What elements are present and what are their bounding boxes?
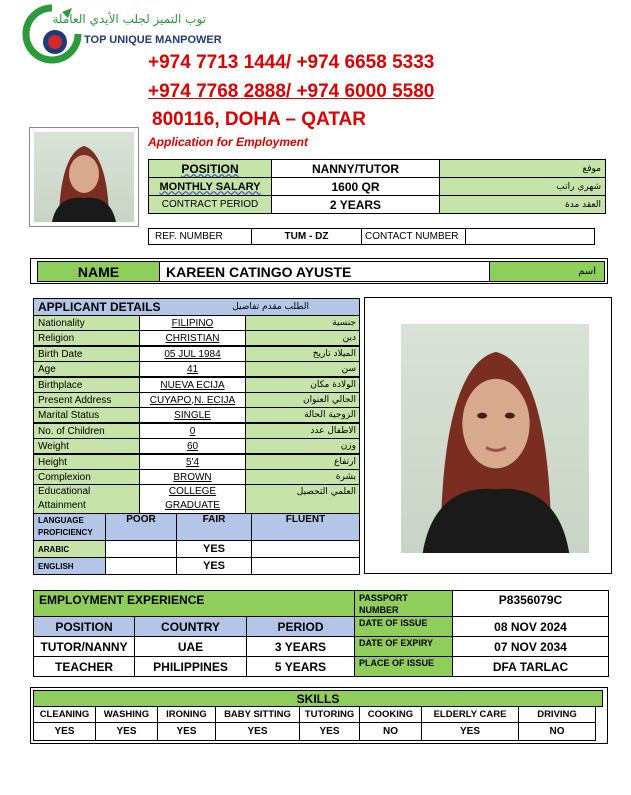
language-label: LANGUAGE PROFICIENCY bbox=[33, 513, 106, 541]
skill-name: TUTORING bbox=[299, 706, 360, 723]
detail-arabic: الاطفال عدد bbox=[245, 423, 360, 439]
language-arabic-poor bbox=[105, 540, 177, 558]
employment-column-header: PERIOD bbox=[246, 616, 355, 637]
skills-header: SKILLS bbox=[33, 690, 603, 707]
contract-arabic: العقد مدة bbox=[439, 195, 606, 214]
name-label: NAME bbox=[37, 261, 160, 282]
education-arabic: العلمي التحصيل bbox=[245, 484, 360, 514]
applicant-details-arabic: الطلب مقدم تفاصيل bbox=[232, 302, 309, 312]
detail-value: 41 bbox=[139, 361, 246, 377]
skill-name: ELDERLY CARE bbox=[421, 706, 519, 723]
applicant-details-header: APPLICANT DETAILS الطلب مقدم تفاصيل bbox=[33, 298, 360, 316]
education-value: COLLEGE GRADUATE bbox=[139, 484, 246, 514]
detail-arabic: الميلاد تاريخ bbox=[245, 346, 360, 362]
detail-label: Weight bbox=[33, 438, 140, 454]
detail-arabic: الحالي العنوان bbox=[245, 392, 360, 408]
detail-value: CHRISTIAN bbox=[139, 330, 246, 346]
logo-english-text: TOP UNIQUE MANPOWER bbox=[84, 34, 222, 46]
issue-date-label: DATE OF ISSUE bbox=[354, 616, 453, 637]
small-photo-frame bbox=[29, 127, 139, 227]
detail-value: FILIPINO bbox=[139, 315, 246, 331]
salary-label: MONTHLY SALARY bbox=[148, 177, 272, 196]
skill-value: YES bbox=[33, 722, 96, 741]
applicant-photo-large bbox=[401, 324, 589, 553]
contact-number-value bbox=[465, 228, 595, 245]
detail-value: 60 bbox=[139, 438, 246, 454]
skill-value: YES bbox=[157, 722, 216, 741]
detail-value: NUEVA ECIJA bbox=[139, 377, 246, 393]
language-header-fluent: FLUENT bbox=[251, 513, 360, 541]
detail-value: 0 bbox=[139, 423, 246, 439]
detail-arabic: الزوجية الحالة bbox=[245, 407, 360, 423]
position-arabic: موقع bbox=[439, 159, 606, 178]
language-arabic-fair: YES bbox=[176, 540, 252, 558]
ref-number-label: REF. NUMBER bbox=[148, 228, 252, 245]
skill-name: BABY SITTING bbox=[215, 706, 300, 723]
education-label: Educational Attainment bbox=[33, 484, 140, 514]
detail-value: 5'4 bbox=[139, 454, 246, 470]
detail-label: Birth Date bbox=[33, 346, 140, 362]
detail-value: BROWN bbox=[139, 469, 246, 485]
expiry-date-label: DATE OF EXPIRY bbox=[354, 636, 453, 657]
detail-arabic: دين bbox=[245, 330, 360, 346]
employment-cell-country: PHILIPPINES bbox=[134, 656, 247, 677]
language-arabic-fluent bbox=[251, 540, 360, 558]
contact-address: 800116, DOHA – QATAR bbox=[152, 109, 367, 130]
issue-date-value: 08 NOV 2024 bbox=[452, 616, 609, 637]
language-english-fluent bbox=[251, 557, 360, 575]
skill-value: YES bbox=[95, 722, 158, 741]
language-arabic-label: ARABIC bbox=[33, 540, 106, 558]
person-portrait-icon bbox=[34, 132, 134, 222]
skill-name: IRONING bbox=[157, 706, 216, 723]
employment-column-header: COUNTRY bbox=[134, 616, 247, 637]
person-portrait-large-icon bbox=[401, 324, 589, 553]
detail-label: No. of Children bbox=[33, 423, 140, 439]
skill-value: NO bbox=[359, 722, 422, 741]
skill-name: CLEANING bbox=[33, 706, 96, 723]
employment-cell-position: TEACHER bbox=[33, 656, 135, 677]
employment-header: EMPLOYMENT EXPERIENCE bbox=[33, 590, 355, 617]
position-label: POSITION bbox=[148, 159, 272, 178]
logo-arabic-text: توب التميز لجلب الأيدي العاملة bbox=[52, 12, 206, 26]
detail-arabic: الولادة مكان bbox=[245, 377, 360, 393]
detail-label: Complexion bbox=[33, 469, 140, 485]
detail-arabic: ارتفاع bbox=[245, 454, 360, 470]
detail-value: 05 JUL 1984 bbox=[139, 346, 246, 362]
employment-cell-country: UAE bbox=[134, 636, 247, 657]
skill-value: YES bbox=[299, 722, 360, 741]
name-value: KAREEN CATINGO AYUSTE bbox=[159, 261, 490, 282]
contract-label: CONTRACT PERIOD bbox=[148, 195, 272, 214]
detail-label: Height bbox=[33, 454, 140, 470]
detail-value: CUYAPO,N. ECIJA bbox=[139, 392, 246, 408]
skill-name: COOKING bbox=[359, 706, 422, 723]
contact-phone-line-2: +974 7768 2888/ +974 6000 5580 bbox=[148, 81, 435, 102]
detail-label: Present Address bbox=[33, 392, 140, 408]
language-english-poor bbox=[105, 557, 177, 575]
language-header-poor: POOR bbox=[105, 513, 177, 541]
position-value: NANNY/TUTOR bbox=[271, 159, 440, 178]
skill-name: DRIVING bbox=[518, 706, 596, 723]
language-header-fair: FAIR bbox=[176, 513, 252, 541]
salary-arabic: شهري راتب bbox=[439, 177, 606, 196]
place-of-issue-label: PLACE OF ISSUE bbox=[354, 656, 453, 677]
detail-label: Birthplace bbox=[33, 377, 140, 393]
detail-value: SINGLE bbox=[139, 407, 246, 423]
detail-arabic: بشرة bbox=[245, 469, 360, 485]
skill-value: YES bbox=[421, 722, 519, 741]
language-english-label: ENGLISH bbox=[33, 557, 106, 575]
applicant-photo-small bbox=[34, 132, 134, 222]
detail-label: Marital Status bbox=[33, 407, 140, 423]
passport-number-label: PASSPORT NUMBER bbox=[354, 590, 453, 617]
detail-arabic: وزن bbox=[245, 438, 360, 454]
contract-value: 2 YEARS bbox=[271, 195, 440, 214]
passport-number-value: P8356079C bbox=[452, 590, 609, 617]
name-arabic: اسم bbox=[489, 261, 605, 282]
detail-arabic: سن bbox=[245, 361, 360, 377]
employment-cell-period: 5 YEARS bbox=[246, 656, 355, 677]
place-of-issue-value: DFA TARLAC bbox=[452, 656, 609, 677]
employment-column-header: POSITION bbox=[33, 616, 135, 637]
form-title: Application for Employment bbox=[148, 135, 309, 149]
detail-label: Nationality bbox=[33, 315, 140, 331]
salary-value: 1600 QR bbox=[271, 177, 440, 196]
detail-label: Religion bbox=[33, 330, 140, 346]
detail-arabic: جنسية bbox=[245, 315, 360, 331]
ref-number-value: TUM - DZ bbox=[251, 228, 362, 245]
large-photo-frame bbox=[364, 297, 612, 574]
detail-label: Age bbox=[33, 361, 140, 377]
contact-phone-line-1: +974 7713 1444/ +974 6658 5333 bbox=[148, 52, 435, 73]
contact-number-label: CONTACT NUMBER bbox=[361, 228, 466, 245]
employment-cell-period: 3 YEARS bbox=[246, 636, 355, 657]
employment-cell-position: TUTOR/NANNY bbox=[33, 636, 135, 657]
skill-value: NO bbox=[518, 722, 596, 741]
skill-name: WASHING bbox=[95, 706, 158, 723]
skill-value: YES bbox=[215, 722, 300, 741]
language-english-fair: YES bbox=[176, 557, 252, 575]
expiry-date-value: 07 NOV 2034 bbox=[452, 636, 609, 657]
